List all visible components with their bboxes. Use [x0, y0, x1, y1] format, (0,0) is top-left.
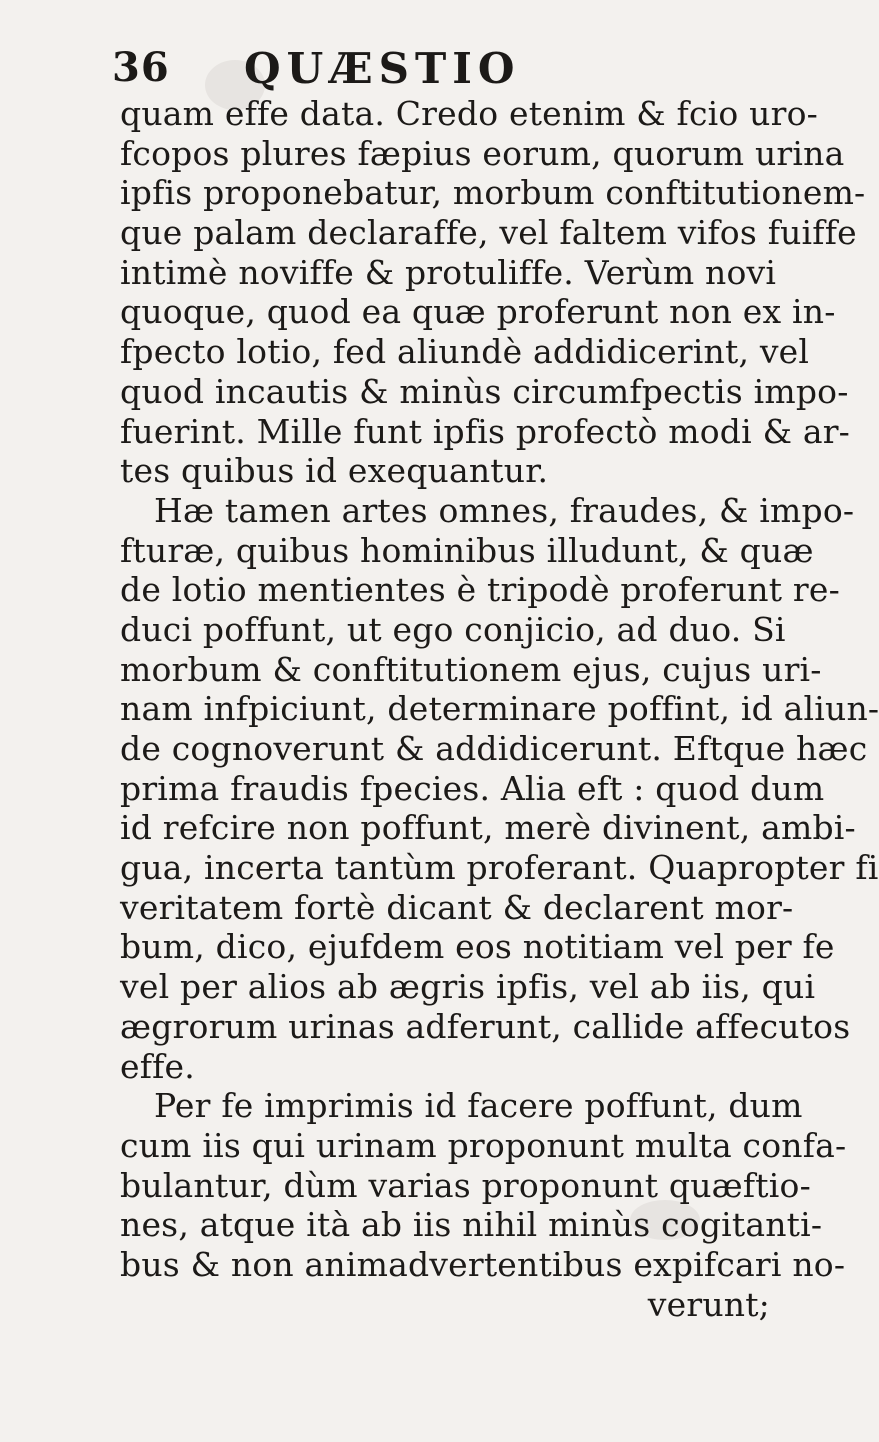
page-number: 36 — [112, 44, 170, 91]
text-line: fuerint. Mille funt ipfis profectò modi & ar- — [120, 411, 851, 451]
text-line: quam effe data. Credo etenim & fcio uro- — [120, 94, 818, 133]
text-line: Per fe imprimis id facere poffunt, dum — [154, 1086, 803, 1126]
text-line: bum, dico, ejufdem eos notitiam vel per fe — [120, 927, 835, 967]
text-line: Hæ tamen artes omnes, fraudes, & impo- — [154, 490, 855, 530]
text-line: quod incautis & minùs circumfpectis impo- — [120, 371, 849, 411]
text-line: quoque, quod ea quæ proferunt non ex in- — [120, 292, 836, 332]
text-line: vel per alios ab ægris ipfis, vel ab iis, qui — [120, 967, 816, 1007]
text-line: effe. — [120, 1046, 195, 1086]
running-head: QUÆSTIO — [244, 44, 521, 93]
text-line: nam infpiciunt, determinare poffint, id aliun- — [120, 689, 879, 729]
text-line: que palam declaraffe, vel faltem vifos fuiffe — [120, 213, 857, 253]
page-header — [112, 44, 712, 92]
text-line: duci poffunt, ut ego conjicio, ad duo. Si — [120, 609, 786, 649]
text-line: cum iis qui urinam proponunt multa confa- — [120, 1125, 847, 1165]
text-line: fpecto lotio, fed aliundè addidicerint, vel — [120, 332, 810, 372]
text-line: veritatem fortè dicant & declarent mor- — [120, 887, 794, 927]
text-line: prima fraudis fpecies. Alia eft : quod dum — [120, 768, 825, 808]
text-line: de cognoverunt & addidicerunt. Eftque hæc — [120, 729, 868, 768]
text-line: ipfis proponebatur, morbum conftitutionem- — [120, 173, 866, 213]
text-line: id refcire non poffunt, merè divinent, ambi- — [120, 808, 856, 848]
text-line: tes quibus id exequantur. — [120, 451, 549, 491]
text-line: fturæ, quibus hominibus illudunt, & quæ — [120, 530, 814, 570]
text-line: fcopos plures fæpius eorum, quorum urina — [120, 133, 845, 173]
body-text — [120, 94, 879, 1324]
text-line: gua, incerta tantùm proferant. Quapropter fi — [120, 848, 879, 888]
text-line: ægrorum urinas adferunt, callide affecutos — [120, 1006, 851, 1046]
text-line: de lotio mentientes è tripodè proferunt re- — [120, 570, 840, 610]
text-line: nes, atque ità ab iis nihil minùs cogitanti- — [120, 1205, 823, 1245]
text-line: verunt; — [647, 1284, 770, 1324]
text-line: bulantur, dùm varias proponunt quæftio- — [120, 1165, 811, 1205]
text-line: intimè noviffe & protuliffe. Verùm novi — [120, 252, 777, 292]
text-line: morbum & conftitutionem ejus, cujus uri- — [120, 649, 822, 689]
text-line: bus & non animadvertentibus expifcari no- — [120, 1244, 846, 1284]
